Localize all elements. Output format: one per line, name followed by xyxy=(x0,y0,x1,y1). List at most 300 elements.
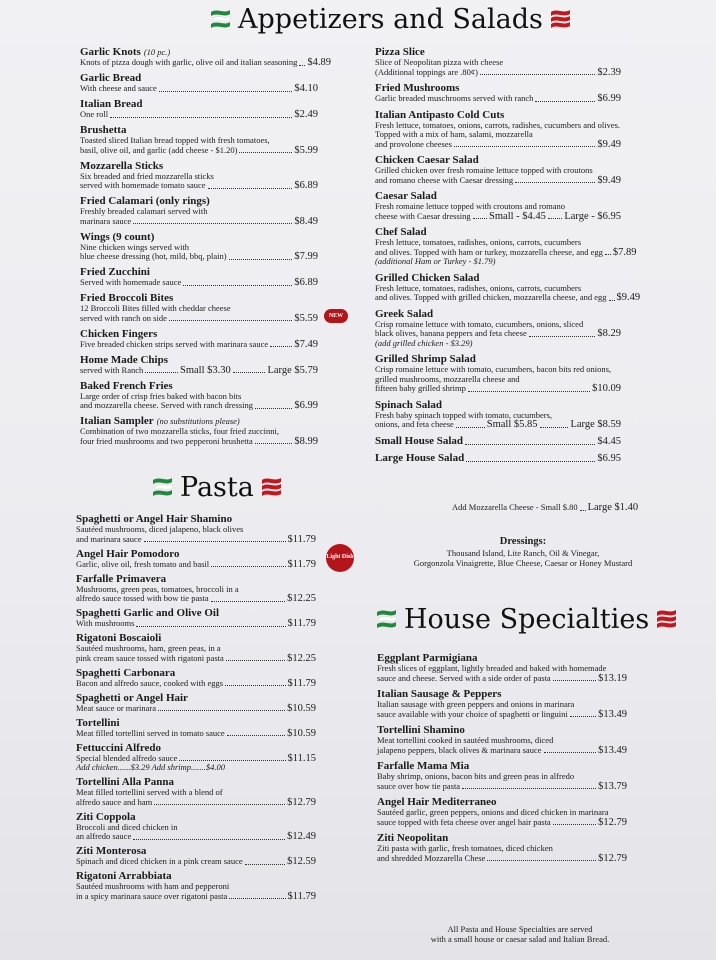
menu-item-description: Fresh baby spinach topped with tomato, cucumbers, xyxy=(375,409,553,420)
dot-leader xyxy=(609,300,615,301)
menu-item-price-row xyxy=(375,420,621,430)
dot-leader xyxy=(553,680,596,681)
menu-item-price-label: and olives. Topped with ham or turkey, mozzarella cheese, and egg xyxy=(375,246,603,257)
menu-item-price-label: cheese with Caesar dressing xyxy=(375,210,471,221)
pasta-title-text: Pasta xyxy=(180,472,254,503)
dot-leader xyxy=(529,336,596,337)
menu-item-price: $12.49 xyxy=(287,831,316,842)
menu-item-name-row xyxy=(76,573,316,585)
menu-item xyxy=(80,46,332,68)
dot-leader xyxy=(159,91,293,92)
menu-item-price-label: sauce topped with feta cheese over angel hair pasta xyxy=(377,816,551,827)
menu-item-name: Fried Mushrooms xyxy=(375,82,460,94)
menu-item xyxy=(76,870,316,901)
footer-note xyxy=(400,924,640,944)
menu-item-name: Brushetta xyxy=(80,124,127,136)
menu-item xyxy=(80,160,318,191)
italian-flag-icon xyxy=(150,475,174,501)
menu-item-name-row xyxy=(76,548,316,560)
menu-item-description: Large order of crisp fries baked with bacon bits xyxy=(80,390,242,401)
menu-item xyxy=(375,82,621,104)
menu-item-price-label: basil, olive oil, and garlic (add cheese - $1.20) xyxy=(80,144,238,155)
dot-leader xyxy=(570,716,596,717)
menu-item xyxy=(76,845,316,867)
menu-item-price: $11.79 xyxy=(287,677,316,689)
menu-item-name-row xyxy=(80,160,318,172)
menu-item-name: Spaghetti or Angel Hair xyxy=(76,691,188,704)
menu-item xyxy=(375,271,641,303)
menu-item-price: $8.49 xyxy=(294,215,318,227)
menu-item-name-row xyxy=(80,380,318,392)
mozzarella-add-label: Add Mozzarella Cheese - Small $.80 xyxy=(452,502,578,512)
menu-item-price-label: onions, and feta cheese xyxy=(375,419,454,429)
menu-item-name: Italian Antipasto Cold Cuts xyxy=(375,108,505,121)
footer-note-line-2: with a small house or caesar salad and Italian Bread. xyxy=(430,934,610,944)
menu-item-price-row xyxy=(377,818,627,828)
menu-item-price-label: One roll xyxy=(80,109,109,119)
mozzarella-add-price: Large $1.40 xyxy=(587,502,639,513)
menu-item-name: Rigatoni Boscaioli xyxy=(76,632,162,644)
menu-item xyxy=(80,231,318,262)
dot-leader xyxy=(229,898,285,899)
dot-leader xyxy=(465,444,595,445)
menu-item-name-row xyxy=(76,742,316,754)
menu-item-price-label: marinara sauce xyxy=(80,215,132,226)
mozzarella-add-on xyxy=(452,502,639,513)
menu-item-price-row xyxy=(80,437,318,447)
menu-item-description: Sautéed mushrooms, diced jalapeno, black olives xyxy=(76,524,244,534)
menu-item-price-row xyxy=(76,704,316,714)
menu-item-name: Ziti Neopolitan xyxy=(377,832,449,844)
menu-item-price: $6.89 xyxy=(294,180,318,191)
menu-item xyxy=(76,547,354,570)
menu-item-name: Caesar Salad xyxy=(375,190,437,202)
menu-item-name: Italian Sampler xyxy=(80,415,154,427)
menu-item-note: (add grilled chicken - $3.29) xyxy=(375,337,473,348)
menu-item xyxy=(76,811,316,842)
menu-item xyxy=(76,607,316,629)
menu-item-name-row xyxy=(80,231,318,243)
menu-item-price-row xyxy=(76,798,316,808)
menu-item-name: Pizza Slice xyxy=(375,46,425,58)
menu-item-name: Garlic Bread xyxy=(80,72,142,84)
dressings-line-1: Thousand Island, Lite Ranch, Oil & Vinegar, xyxy=(446,548,600,558)
menu-item xyxy=(80,328,318,350)
dot-leader xyxy=(299,65,305,66)
dot-leader xyxy=(211,601,285,602)
menu-item-price-row xyxy=(76,892,316,902)
menu-item-name: Ziti Coppola xyxy=(76,810,136,823)
menu-item-name: Baked French Fries xyxy=(80,379,173,392)
footer-note-line-1: All Pasta and House Specialties are served xyxy=(447,924,593,934)
dot-leader xyxy=(239,152,292,153)
menu-item-price-row xyxy=(76,594,316,604)
dot-leader xyxy=(227,735,285,736)
menu-item-price-row xyxy=(375,292,641,303)
menu-item-name-row xyxy=(76,667,316,679)
dot-leader xyxy=(487,860,596,861)
menu-item-price-label: Spinach and diced chicken in a pink cream sauce xyxy=(76,856,243,866)
menu-item-description: Broccoli and diced chicken in xyxy=(76,821,178,832)
dot-leader xyxy=(605,254,611,255)
dot-leader xyxy=(211,566,285,567)
menu-item xyxy=(80,380,318,411)
italian-flag-icon xyxy=(549,7,573,33)
menu-item-price: Small $5.85 xyxy=(486,419,538,430)
menu-item-price: $5.99 xyxy=(294,144,318,156)
menu-item-price: $9.49 xyxy=(597,174,621,186)
menu-item xyxy=(80,195,318,226)
menu-item-price: $12.79 xyxy=(598,816,627,828)
appetizers-title xyxy=(208,4,573,35)
menu-item-name: Spaghetti Garlic and Olive Oil xyxy=(76,607,220,619)
menu-item-price: $2.49 xyxy=(294,109,318,120)
menu-item-name: Tortellini Alla Panna xyxy=(76,776,175,788)
menu-item-name-row xyxy=(375,308,621,320)
menu-item-price: $7.89 xyxy=(612,246,637,258)
menu-item-price-label: Special blended alfredo sauce xyxy=(76,752,178,763)
menu-item-name: Tortellini xyxy=(76,716,120,729)
menu-item-description: Meat tortellini cooked in sautéed mushrooms, diced xyxy=(377,735,554,745)
menu-item-description: Fresh romaine lettuce topped with croutons and romano xyxy=(375,201,566,211)
menu-item-name-row xyxy=(76,692,316,704)
menu-item-price-row xyxy=(80,217,318,227)
menu-item-price-row xyxy=(76,679,316,689)
menu-item-price-label: fifteen baby grilled shrimp xyxy=(375,383,466,393)
menu-item xyxy=(76,717,316,739)
menu-item xyxy=(80,415,318,446)
dot-leader xyxy=(473,218,487,219)
menu-item-price-row xyxy=(76,560,316,570)
menu-item-name: Spinach Salad xyxy=(375,398,442,411)
menu-item-price-label: Bacon and alfredo sauce, cooked with eggs xyxy=(76,677,224,688)
menu-item-price-row xyxy=(80,57,332,68)
menu-item-name-row xyxy=(76,717,316,729)
menu-item-price-row xyxy=(80,278,318,288)
menu-item-name: Greek Salad xyxy=(375,307,434,320)
menu-item xyxy=(377,688,627,719)
menu-item xyxy=(80,124,318,155)
menu-item-price-label: With cheese and sauce xyxy=(80,83,157,93)
menu-item-price-label: and marinara sauce xyxy=(76,533,142,544)
dot-leader xyxy=(270,346,292,347)
menu-item-price-large: Large - $6.95 xyxy=(564,210,622,222)
menu-item-price-label: Garlic, olive oil, fresh tomato and basil xyxy=(76,558,210,569)
italian-flag-icon xyxy=(260,475,284,501)
menu-item-price-row xyxy=(80,84,318,94)
menu-item-name: Farfalle Mama Mia xyxy=(377,760,470,772)
appetizers-title-text: Appetizers and Salads xyxy=(238,4,543,35)
menu-item-price-row xyxy=(375,435,621,447)
menu-item-description: Ziti pasta with garlic, fresh tomatoes, diced chicken xyxy=(377,843,553,853)
italian-flag-icon xyxy=(208,7,232,33)
dot-leader xyxy=(136,626,285,627)
menu-item xyxy=(375,226,637,267)
menu-item-name: Angel Hair Mediterraneo xyxy=(377,796,497,808)
menu-item-price-row xyxy=(375,212,621,222)
italian-flag-icon xyxy=(374,607,398,633)
menu-item-price-label: served with homemade tomato sauce xyxy=(80,180,206,190)
menu-item-name: Angel Hair Pomodoro xyxy=(76,547,180,560)
menu-item-price-row xyxy=(76,619,316,629)
menu-item-name-note: (no substitutions please) xyxy=(156,416,240,426)
menu-item-description: Meat filled tortellini served with a blend of xyxy=(76,787,223,797)
menu-item xyxy=(377,724,627,755)
menu-item-price-label: an alfredo sauce xyxy=(76,831,132,841)
menu-item-price-label: served with ranch on side xyxy=(80,312,167,323)
menu-item-name: Small House Salad xyxy=(375,434,464,447)
menu-item-description: Crisp romaine lettuce with tomato, cucumbers, onions, sliced xyxy=(375,318,584,329)
dot-leader xyxy=(454,146,595,147)
dot-leader xyxy=(158,710,285,711)
menu-item-description: Baby shrimp, onions, bacon bits and green peas in alfredo xyxy=(377,771,575,781)
menu-item xyxy=(377,796,627,827)
house-specialties-column xyxy=(377,652,627,868)
menu-item xyxy=(76,776,316,807)
menu-item-price-label: alfredo sauce tossed with bow tie pasta xyxy=(76,593,209,603)
menu-item xyxy=(375,109,621,150)
menu-item-price-row xyxy=(377,782,627,792)
pasta-column xyxy=(76,513,354,905)
menu-item-price: $8.99 xyxy=(294,435,318,447)
menu-item-price-label: alfredo sauce and ham xyxy=(76,796,153,807)
dot-leader xyxy=(133,839,285,840)
menu-item-name: Fried Calamari (only rings) xyxy=(80,195,210,207)
menu-item xyxy=(375,399,621,430)
menu-item-price-row xyxy=(76,654,316,664)
menu-item xyxy=(76,692,316,714)
menu-item-price: $7.99 xyxy=(294,251,318,262)
menu-item-price: $10.09 xyxy=(592,383,621,394)
dot-leader xyxy=(233,372,266,373)
menu-item-price-label: blue cheese dressing (hot, mild, bbq, plain) xyxy=(80,251,227,261)
menu-item-price: $13.19 xyxy=(598,672,627,684)
menu-item xyxy=(76,513,316,544)
menu-item-name: Wings (9 count) xyxy=(80,230,155,243)
menu-item-price: $9.49 xyxy=(616,292,641,303)
dot-leader xyxy=(179,760,285,761)
menu-item-price-row xyxy=(377,746,627,756)
menu-item-description: 12 Broccoli Bites filled with cheddar cheese xyxy=(80,303,231,313)
menu-item-name: Chicken Caesar Salad xyxy=(375,154,479,166)
menu-item-price: Small $3.30 xyxy=(179,364,231,376)
menu-item-price-label: jalapeno peppers, black olives & marinara sauce xyxy=(377,744,542,755)
menu-item xyxy=(80,98,318,120)
menu-item-price-row xyxy=(377,854,627,864)
menu-item xyxy=(375,190,621,221)
menu-item-price: $9.49 xyxy=(597,138,621,150)
menu-item-description: Sautéed garlic, green peppers, onions and diced chicken in marinara xyxy=(377,807,609,817)
menu-item-price: $12.25 xyxy=(287,593,316,604)
menu-item-name-row xyxy=(80,354,318,366)
menu-item xyxy=(76,573,316,604)
dot-leader xyxy=(169,320,293,321)
menu-item-description: Grilled chicken over fresh romaine lettuce topped with croutons xyxy=(375,165,593,175)
menu-item-name-row xyxy=(375,109,621,121)
menu-item-name: Large House Salad xyxy=(375,451,465,464)
house-title-text: House Specialties xyxy=(404,604,650,635)
menu-item-price: $11.79 xyxy=(287,558,316,570)
menu-item-price-row xyxy=(375,94,621,104)
menu-item-price-label: served with Ranch xyxy=(80,364,144,375)
dot-leader xyxy=(229,259,293,260)
menu-item xyxy=(377,832,627,863)
dot-leader xyxy=(144,541,286,542)
italian-flag-icon xyxy=(655,607,679,633)
dot-leader xyxy=(110,117,292,118)
menu-item-price: $11.15 xyxy=(287,752,316,764)
menu-item-name: Ziti Monterosa xyxy=(76,845,147,857)
menu-item-name: Chicken Fingers xyxy=(80,327,158,340)
menu-item-price-label: Meat sauce or marinara xyxy=(76,702,156,713)
dot-leader xyxy=(183,285,292,286)
pasta-title xyxy=(150,472,284,503)
dot-leader xyxy=(255,443,293,444)
menu-item-badge: Light Dish xyxy=(326,544,354,572)
menu-item-price-row xyxy=(375,384,621,394)
menu-item-description: Six breaded and fried mozzarella sticks xyxy=(80,170,214,181)
menu-item xyxy=(76,632,316,663)
menu-item-note: (additional Ham or Turkey - $1.79) xyxy=(375,256,496,266)
dot-leader xyxy=(133,223,292,224)
house-title xyxy=(374,604,679,635)
menu-item-price: $6.99 xyxy=(597,93,621,104)
menu-item-name: Italian Bread xyxy=(80,98,143,110)
menu-item-price-row xyxy=(375,140,621,150)
dot-leader xyxy=(480,74,595,75)
menu-item-name: Chef Salad xyxy=(375,226,427,238)
menu-item-price: $13.79 xyxy=(598,780,627,792)
menu-item-price-row xyxy=(375,452,621,464)
menu-item-price: $6.89 xyxy=(294,277,318,288)
menu-item-name-row xyxy=(80,328,318,340)
menu-item-price: $12.25 xyxy=(287,652,316,664)
menu-item-price-row xyxy=(377,710,627,720)
menu-item-price-row xyxy=(375,176,621,186)
menu-item-price-label: Meat filled tortellini served in tomato sauce xyxy=(76,727,225,738)
menu-item-price-row xyxy=(80,340,318,350)
menu-item xyxy=(76,667,316,689)
menu-item-name: Grilled Shrimp Salad xyxy=(375,353,476,365)
menu-item-name: Fettuccini Alfredo xyxy=(76,741,162,754)
menu-item-description: Nine chicken wings served with xyxy=(80,241,190,252)
dot-leader xyxy=(225,685,285,686)
dot-leader xyxy=(548,218,562,219)
dot-leader xyxy=(208,188,293,189)
menu-item-price-row xyxy=(377,674,627,684)
appetizers-left-column xyxy=(80,46,344,451)
menu-item xyxy=(76,742,316,773)
menu-item-price: $13.49 xyxy=(598,744,627,756)
menu-item-name-row xyxy=(375,272,621,284)
menu-item-description: Fresh lettuce, tomatoes, onions, carrots, radishes, cucumbers and olives. Topped with a mix of ham, salami, mozzarella xyxy=(375,119,621,139)
menu-item-name: Rigatoni Arrabbiata xyxy=(76,870,172,882)
menu-item-price-label: With mushrooms xyxy=(76,618,135,628)
menu-item-name: Spaghetti Carbonara xyxy=(76,666,176,679)
menu-item-price-row xyxy=(80,110,318,120)
menu-item-price-label: sauce over bow tie pasta xyxy=(377,780,461,791)
menu-item-price: $13.49 xyxy=(598,708,627,720)
dot-leader xyxy=(515,182,595,183)
menu-item-price: $12.79 xyxy=(598,852,627,864)
menu-item-price-label: and provolone cheeses xyxy=(375,138,452,149)
dot-leader xyxy=(456,427,485,428)
menu-item xyxy=(80,292,344,324)
menu-item-price-row xyxy=(76,857,316,867)
menu-item-price: $8.29 xyxy=(597,328,621,339)
dot-leader xyxy=(544,752,597,753)
menu-item-description: Slice of Neopolitan pizza with cheese xyxy=(375,57,504,67)
menu-item-price-label: and mozzarella cheese. Served with ranch dressing xyxy=(80,400,253,410)
menu-item-description: Crisp romaine lettuce with tomato, cucumbers, bacon bits red onions, grilled mushrooms, mozzarella cheese and xyxy=(375,364,612,384)
menu-item-name: Grilled Chicken Salad xyxy=(375,271,480,284)
menu-item-price: $4.45 xyxy=(597,436,621,447)
dot-leader xyxy=(255,408,292,409)
menu-item-price-row xyxy=(76,832,316,842)
menu-item-name: Home Made Chips xyxy=(80,353,168,366)
menu-item xyxy=(377,652,627,683)
menu-item-description: Sautéed mushrooms, ham, green peas, in a xyxy=(76,643,221,653)
menu-item-name-row xyxy=(76,811,316,823)
menu-item-price-row xyxy=(80,314,318,324)
menu-item-badge: NEW xyxy=(324,309,348,323)
menu-item-name: Fried Zucchini xyxy=(80,266,150,278)
menu-item-price-label: in a spicy marinara sauce over rigatoni pasta xyxy=(76,890,228,901)
menu-item xyxy=(80,72,318,94)
menu-item-description: Fresh slices of eggplant, lightly breaded and baked with homemade xyxy=(377,663,607,673)
menu-item-price-label: Knots of pizza dough with garlic, olive oil and italian seasoning xyxy=(80,57,298,67)
menu-item-name-row xyxy=(375,399,621,411)
menu-item xyxy=(375,353,621,394)
menu-item-name: Tortellini Shamino xyxy=(377,724,465,736)
menu-item-description: Toasted sliced Italian bread topped with fresh tomatoes, xyxy=(80,135,270,145)
dot-leader xyxy=(245,864,285,865)
menu-item-price-label: and olives. Topped with grilled chicken, mozzarella cheese, and egg xyxy=(375,292,607,302)
dot-leader xyxy=(535,101,595,102)
menu-item xyxy=(377,760,627,791)
menu-item xyxy=(375,154,621,185)
appetizers-right-column xyxy=(375,46,641,469)
menu-item-name: Eggplant Parmigiana xyxy=(377,652,478,664)
menu-item-price: $4.10 xyxy=(294,83,318,94)
menu-item-price-label: pink cream sauce tossed with rigatoni pasta xyxy=(76,652,224,663)
menu-item-price-label: four fried mushrooms and two pepperoni brushetta xyxy=(80,435,253,446)
menu-item-name-row xyxy=(80,98,318,110)
menu-item-price-row xyxy=(76,729,316,739)
menu-item-name: Spaghetti or Angel Hair Shamino xyxy=(76,513,233,525)
menu-item-price: $6.99 xyxy=(294,400,318,411)
menu-item-price: $6.95 xyxy=(597,453,621,464)
dot-leader xyxy=(226,660,285,661)
menu-item-name: Garlic Knots xyxy=(80,46,141,58)
dressings-line-2: Gorgonzola Vinaigrette, Blue Cheese, Caesar or Honey Mustard xyxy=(413,558,633,568)
menu-item-price-label: and romano cheese with Caesar dressing xyxy=(375,174,514,185)
menu-item-description: Sautéed mushrooms with ham and pepperoni xyxy=(76,881,230,891)
menu-item-price: $12.59 xyxy=(287,856,316,867)
dot-leader xyxy=(145,372,178,373)
menu-item-price-row xyxy=(80,146,318,156)
menu-item xyxy=(375,46,621,77)
dot-leader xyxy=(466,461,595,462)
menu-item-price: $7.49 xyxy=(294,338,318,350)
menu-item-price-label: black olives, banana peppers and feta cheese xyxy=(375,328,527,338)
menu-item xyxy=(375,308,621,349)
menu-item-price-row xyxy=(80,401,318,411)
menu-item-price-label: sauce available with your choice of spaghetti or linguini xyxy=(377,708,568,719)
dressings-block xyxy=(405,536,641,568)
menu-item-price-row xyxy=(76,535,316,545)
menu-item-price-label: Garlic breaded muschrooms served with ranch xyxy=(375,93,534,103)
